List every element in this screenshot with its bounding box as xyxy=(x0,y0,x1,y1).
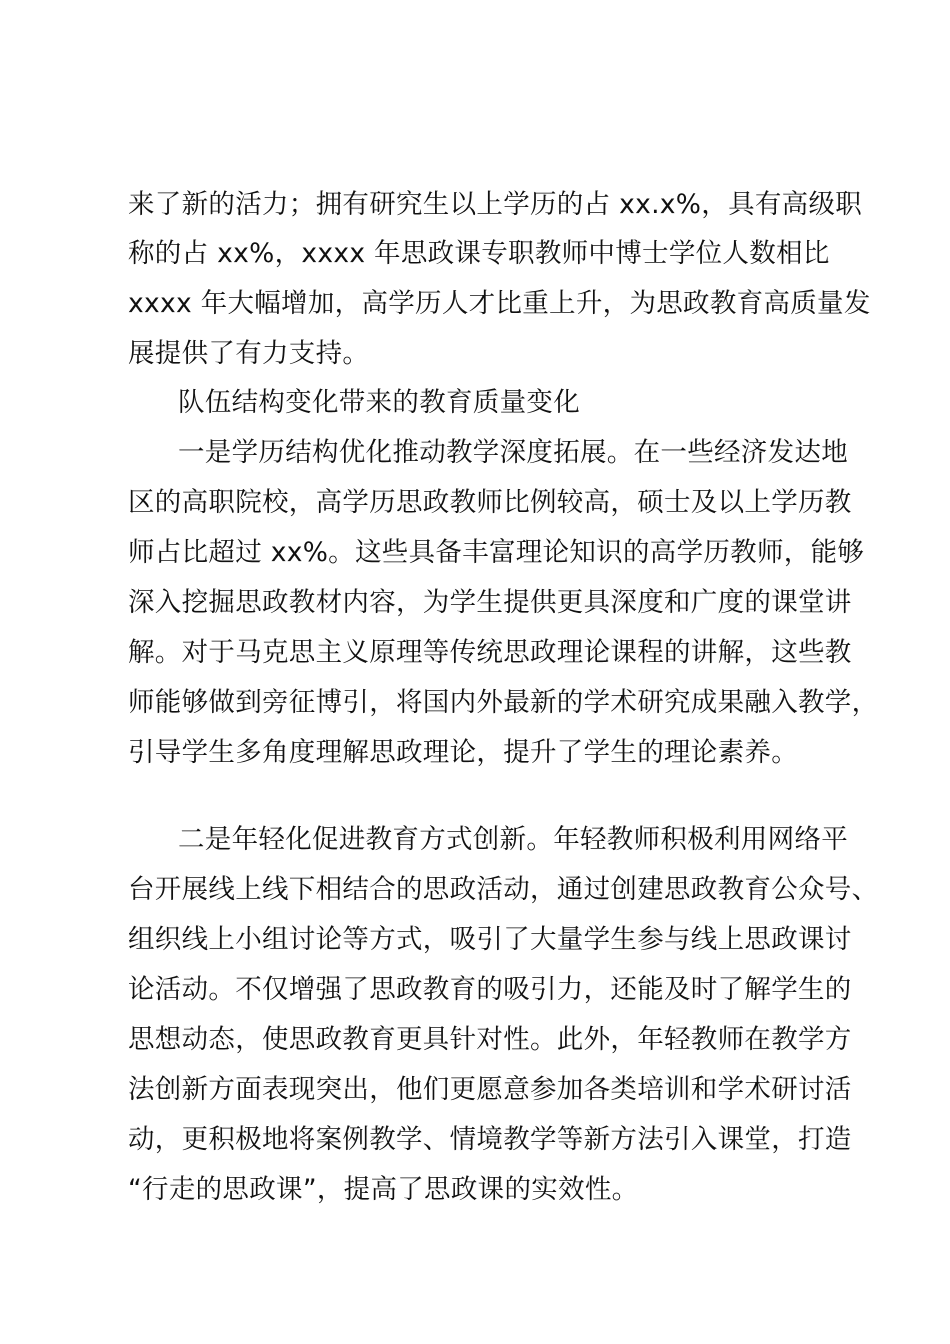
paragraph-3-line-1: 二是年轻化促进教育方式创新。年轻教师积极利用网络平 xyxy=(178,824,848,855)
paragraph-1-line-2: 称的占 xx%，xxxx 年思政课专职教师中博士学位人数相比 xyxy=(128,238,830,269)
paragraph-2-line-4: 深入挖掘思政教材内容，为学生提供更具深度和广度的课堂讲 xyxy=(128,587,852,618)
paragraph-2-line-1: 一是学历结构优化推动教学深度拓展。在一些经济发达地 xyxy=(178,437,848,468)
paragraph-1-line-3: xxxx 年大幅增加，高学历人才比重上升，为思政教育高质量发 xyxy=(128,288,871,319)
paragraph-2-line-2: 区的高职院校，高学历思政教师比例较高，硕士及以上学历教 xyxy=(128,487,852,518)
paragraph-2-line-3: 师占比超过 xx%。这些具备丰富理论知识的高学历教师，能够 xyxy=(128,537,865,568)
paragraph-1-line-1: 来了新的活力；拥有研究生以上学历的占 xx.x%，具有高级职 xyxy=(128,189,863,220)
paragraph-3-line-7: 动，更积极地将案例教学、情境教学等新方法引入课堂，打造 xyxy=(128,1124,852,1155)
paragraph-2-line-7: 引导学生多角度理解思政理论，提升了学生的理论素养。 xyxy=(128,737,798,768)
paragraph-1-line-4: 展提供了有力支持。 xyxy=(128,338,370,369)
paragraph-2-line-6: 师能够做到旁征博引，将国内外最新的学术研究成果融入教学， xyxy=(128,687,879,718)
paragraph-3-line-2: 台开展线上线下相结合的思政活动，通过创建思政教育公众号、 xyxy=(128,874,879,905)
section-heading: 队伍结构变化带来的教育质量变化 xyxy=(178,387,580,418)
paragraph-3-line-6: 法创新方面表现突出，他们更愿意参加各类培训和学术研讨活 xyxy=(128,1074,852,1105)
paragraph-3-line-3: 组织线上小组讨论等方式，吸引了大量学生参与线上思政课讨 xyxy=(128,924,852,955)
paragraph-3-line-5: 思想动态，使思政教育更具针对性。此外，年轻教师在教学方 xyxy=(128,1024,852,1055)
paragraph-2-line-5: 解。对于马克思主义原理等传统思政理论课程的讲解，这些教 xyxy=(128,637,852,668)
paragraph-3-line-8: “行走的思政课”，提高了思政课的实效性。 xyxy=(128,1174,639,1205)
paragraph-3-line-4: 论活动。不仅增强了思政教育的吸引力，还能及时了解学生的 xyxy=(128,974,852,1005)
